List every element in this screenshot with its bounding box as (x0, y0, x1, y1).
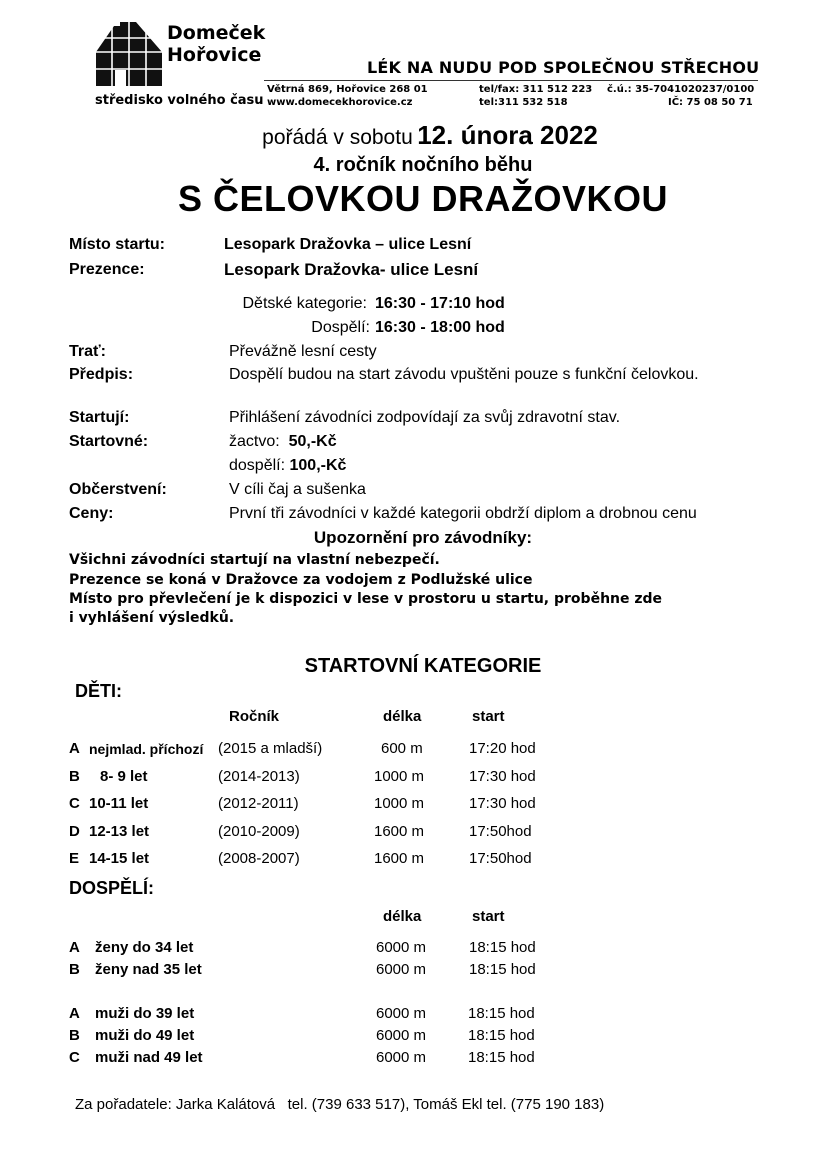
adults-time-value: 16:30 - 18:00 hod (375, 319, 505, 336)
org-name-line1: Domeček (167, 22, 266, 44)
category-length: 1600 m (374, 850, 425, 867)
category-year: (2008-2007) (218, 850, 300, 867)
category-start: 18:15 hod (468, 1005, 535, 1022)
category-letter: A (69, 740, 80, 757)
category-start: 18:15 hod (469, 961, 536, 978)
category-letter: A (69, 939, 80, 956)
refresh-label: Občerstvení: (69, 481, 167, 498)
rule-value: Dospělí budou na start závodu vpuštěni pouze s funkční čelovkou. (229, 366, 699, 383)
starting-value: Přihlášení závodníci zodpovídají za svůj zdravotní stav. (229, 409, 621, 426)
category-start: 17:50hod (469, 823, 532, 840)
header-divider (264, 80, 758, 81)
category-letter: B (69, 1027, 80, 1044)
start-place-label: Místo startu: (69, 236, 165, 253)
refresh-value: V cíli čaj a sušenka (229, 481, 366, 498)
adults-col-start-header: start (472, 908, 505, 925)
category-length: 6000 m (376, 1005, 427, 1022)
category-name: muži do 39 let (95, 1005, 195, 1022)
fee-adults-label: dospělí: (229, 457, 286, 474)
starting-label: Startují: (69, 409, 130, 426)
track-label: Trať: (69, 343, 107, 360)
fee-pupils-label: žactvo: (229, 433, 280, 450)
category-letter: C (69, 795, 80, 812)
track-value: Převážně lesní cesty (229, 343, 377, 360)
category-name: 12-13 let (89, 823, 150, 840)
category-year: (2015 a mladší) (218, 740, 323, 757)
kids-time-value: 16:30 - 17:10 hod (375, 295, 505, 312)
prizes-label: Ceny: (69, 505, 114, 522)
prizes-value: První tři závodníci v každé kategorii obdrží diplom a drobnou cenu (229, 505, 697, 522)
org-name-line2: Hořovice (167, 44, 262, 66)
col-year-header: Ročník (229, 708, 280, 725)
category-start: 17:30 hod (469, 768, 536, 785)
category-start: 18:15 hod (468, 1049, 535, 1066)
fee-pupils (229, 433, 337, 451)
category-letter: D (69, 823, 80, 840)
organizer-contact: Za pořadatele: Jarka Kalátová tel. (739 633 517), Tomáš Ekl tel. (775 190 183) (75, 1096, 605, 1113)
category-letter: B (69, 961, 80, 978)
category-length: 600 m (381, 740, 423, 757)
fee-pupils-value: 50,-Kč (288, 433, 337, 450)
category-length: 6000 m (376, 939, 427, 956)
category-name: 8- 9 let (100, 768, 148, 785)
rule-label: Předpis: (69, 366, 134, 383)
fee-adults-value: 100,-Kč (289, 457, 347, 474)
category-year: (2012-2011) (218, 795, 299, 812)
categories-heading: STARTOVNÍ KATEGORIE (304, 655, 542, 677)
warning-line: i vyhlášení výsledků. (69, 610, 235, 626)
col-start-header: start (472, 708, 505, 725)
telfax: tel/fax: 311 512 223 (479, 84, 593, 95)
adults-heading: DOSPĚLÍ: (69, 878, 155, 898)
category-length: 1600 m (374, 823, 425, 840)
category-letter: A (69, 1005, 80, 1022)
category-name: 14-15 let (89, 850, 150, 867)
category-length: 6000 m (376, 1049, 427, 1066)
category-name: muži do 49 let (95, 1027, 195, 1044)
warning-line: Prezence se koná v Dražovce za vodojem z Podlužské ulice (69, 572, 533, 588)
col-length-header: délka (383, 708, 422, 725)
category-letter: E (69, 850, 80, 867)
category-name: 10-11 let (89, 795, 149, 812)
category-year: (2014-2013) (218, 768, 300, 785)
category-start: 18:15 hod (469, 939, 536, 956)
category-letter: B (69, 768, 80, 785)
category-name: ženy nad 35 let (95, 961, 202, 978)
warning-heading: Upozornění pro závodníky: (313, 528, 533, 547)
category-length: 1000 m (374, 795, 425, 812)
presence-label: Prezence: (69, 261, 145, 278)
house-logo-icon (96, 22, 162, 86)
category-letter: C (69, 1049, 80, 1066)
category-length: 6000 m (376, 1027, 427, 1044)
adults-col-length-header: délka (383, 908, 422, 925)
address: Větrná 869, Hořovice 268 01 (267, 84, 428, 95)
event-subtitle: 4. ročník nočního běhu (313, 154, 533, 176)
fee-label: Startovné: (69, 433, 149, 450)
org-tagline: středisko volného času (95, 93, 264, 108)
website: www.domecekhorovice.cz (267, 97, 413, 108)
category-length: 1000 m (374, 768, 425, 785)
event-date-line (0, 120, 826, 151)
category-name: nejmlad. příchozí (89, 741, 204, 757)
category-start: 17:50hod (469, 850, 532, 867)
warning-line: Všichni závodníci startují na vlastní nebezpečí. (69, 552, 440, 568)
presence-value: Lesopark Dražovka- ulice Lesní (224, 260, 479, 279)
slogan: LÉK NA NUDU POD SPOLEČNOU STŘECHOU (367, 58, 760, 77)
category-year: (2010-2009) (218, 823, 300, 840)
event-title: S ČELOVKOU DRAŽOVKOU (177, 178, 669, 219)
category-start: 18:15 hod (468, 1027, 535, 1044)
phone: tel:311 532 518 (479, 97, 568, 108)
category-length: 6000 m (376, 961, 427, 978)
date-prefix: pořádá v sobotu (262, 126, 413, 149)
adults-time-label: Dospělí: (311, 319, 370, 336)
bank-account: č.ú.: 35-7041020237/0100 (607, 84, 755, 95)
company-id: IČ: 75 08 50 71 (668, 97, 753, 108)
category-name: ženy do 34 let (95, 939, 194, 956)
kids-heading: DĚTI: (75, 681, 122, 701)
kids-time-label: Dětské kategorie: (242, 295, 367, 312)
category-start: 17:30 hod (469, 795, 536, 812)
fee-adults (229, 457, 346, 475)
category-start: 17:20 hod (469, 740, 536, 757)
event-date: 12. února 2022 (417, 120, 598, 150)
category-name: muži nad 49 let (95, 1049, 203, 1066)
start-place-value: Lesopark Dražovka – ulice Lesní (224, 236, 472, 253)
warning-line: Místo pro převlečení je k dispozici v lese v prostoru u startu, proběhne zde (69, 591, 663, 607)
